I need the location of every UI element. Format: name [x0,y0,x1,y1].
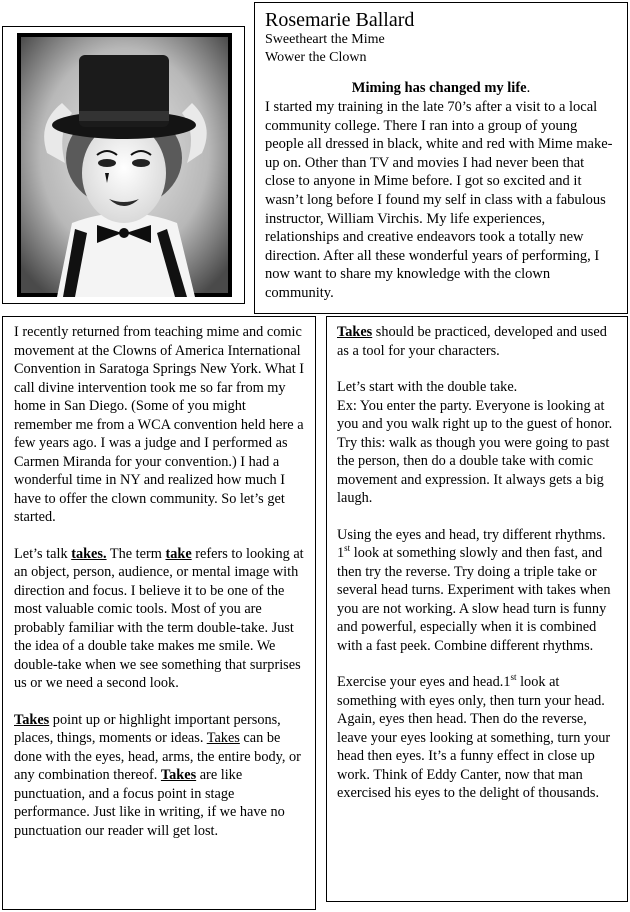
term-takes: Takes [337,324,373,340]
bio-box [254,2,628,314]
paragraph [337,526,619,656]
paragraph: I recently returned from teaching mime and comic movement at the Clowns of America International Convention in Saratoga Springs New York. What I call divine intervention took me so far from my home in San Diego. (Some of you might remember me from a WCA convention held here a few years ago. I was a judge and I performed as Carmen Miranda for your convention.) I had a wonderful time in NY and realized how much I have to offer the clown community. So let’s get started. [14,324,305,525]
text-run: are like punctuation, and a focus point in stage performance. Just like in writing, if we have no punctuation our reader will get lost. [14,767,285,839]
paragraph [337,378,619,508]
author-alias: Wower the Clown [265,50,367,65]
superscript: st [510,672,517,683]
paragraph [14,545,307,693]
author-alias: Sweetheart the Mime [265,32,385,47]
bio-text: I started my training in the late 70’s after a visit to a local community college. There I ran into a group of young people all dressed in black, white and red with Mime make-up on. Other than TV and movies I had never been that close to anyone in Mime before. I got so excited and it wasn’t long before I found my self in class with a fabulous instructor, William Virchis. My life experiences, relationships and creative endeavors took a totally new direction. After all these wonderful years of performing, I now want to share my knowledge with the clown community. [265,99,613,301]
photo-box [2,26,245,304]
paragraph [337,323,619,360]
mime-portrait-illustration [17,33,232,297]
text-run: The term [106,545,166,562]
term-takes: takes. [71,545,107,562]
term-takes: Takes [206,730,240,746]
text-run: look at something slowly and then fast, and then try the reverse. Try doing a triple take or several head turns. Experiment with takes when you are not working. A slow head turn is funny and powerful, especially when it is combined with a fast peek. Combine different rhythms. [337,545,611,654]
text-run: Let’s start with the double take. [337,379,518,395]
right-article-column [326,316,628,902]
superscript: st [344,543,351,554]
text-run: Using the eyes and head, try different rhythms. 1 [337,526,606,561]
text-run: can be done with the eyes, head, arms, the entire body, or any combination thereof. [14,730,301,783]
term-takes: Takes [14,711,50,728]
text-run: Exercise your eyes and head.1 [337,674,511,690]
mime-portrait-photo [17,33,232,297]
paragraph [337,673,619,803]
text-run: Let’s talk [14,545,72,562]
term-takes: Takes [160,767,197,783]
author-name: Rosemarie Ballard [265,9,415,31]
text-run: Ex: You enter the party. Everyone is looking at you and you walk right up to the guest of honor. Try this: walk as though you were going to past the person, then do a double take with comic movement and expression. It always gets a big laugh. [337,397,613,506]
bio-heading-text: Miming has changed my life [351,80,527,96]
text-run: look at something with eyes only, then turn your head. Again, eyes then head. Then do the reverse, leave your eyes looking at something, turn your head then eyes. It’s a funny effect in close up work. Think of Eddy Canter, now that man exercised his eyes to the delight of thousands. [337,674,611,801]
text-run: point up or highlight important persons, places, things, moments or ideas. [14,711,281,746]
text-run: should be practiced, developed and used as a tool for your characters. [337,324,607,359]
bio-heading-punct: . [526,80,531,96]
paragraph [14,711,307,841]
text-run: refers to looking at an object, person, audience, or mental image with direction and focus. I believe it to be one of the most valuable comic tools. Most of you are probably familiar with the term double-take. Just the idea of a double take makes me smile. We double-take when we see something that surprises us or we need a second look. [14,545,304,691]
left-article-column [2,316,316,910]
term-take: take [165,545,192,562]
bio-heading [265,79,617,98]
